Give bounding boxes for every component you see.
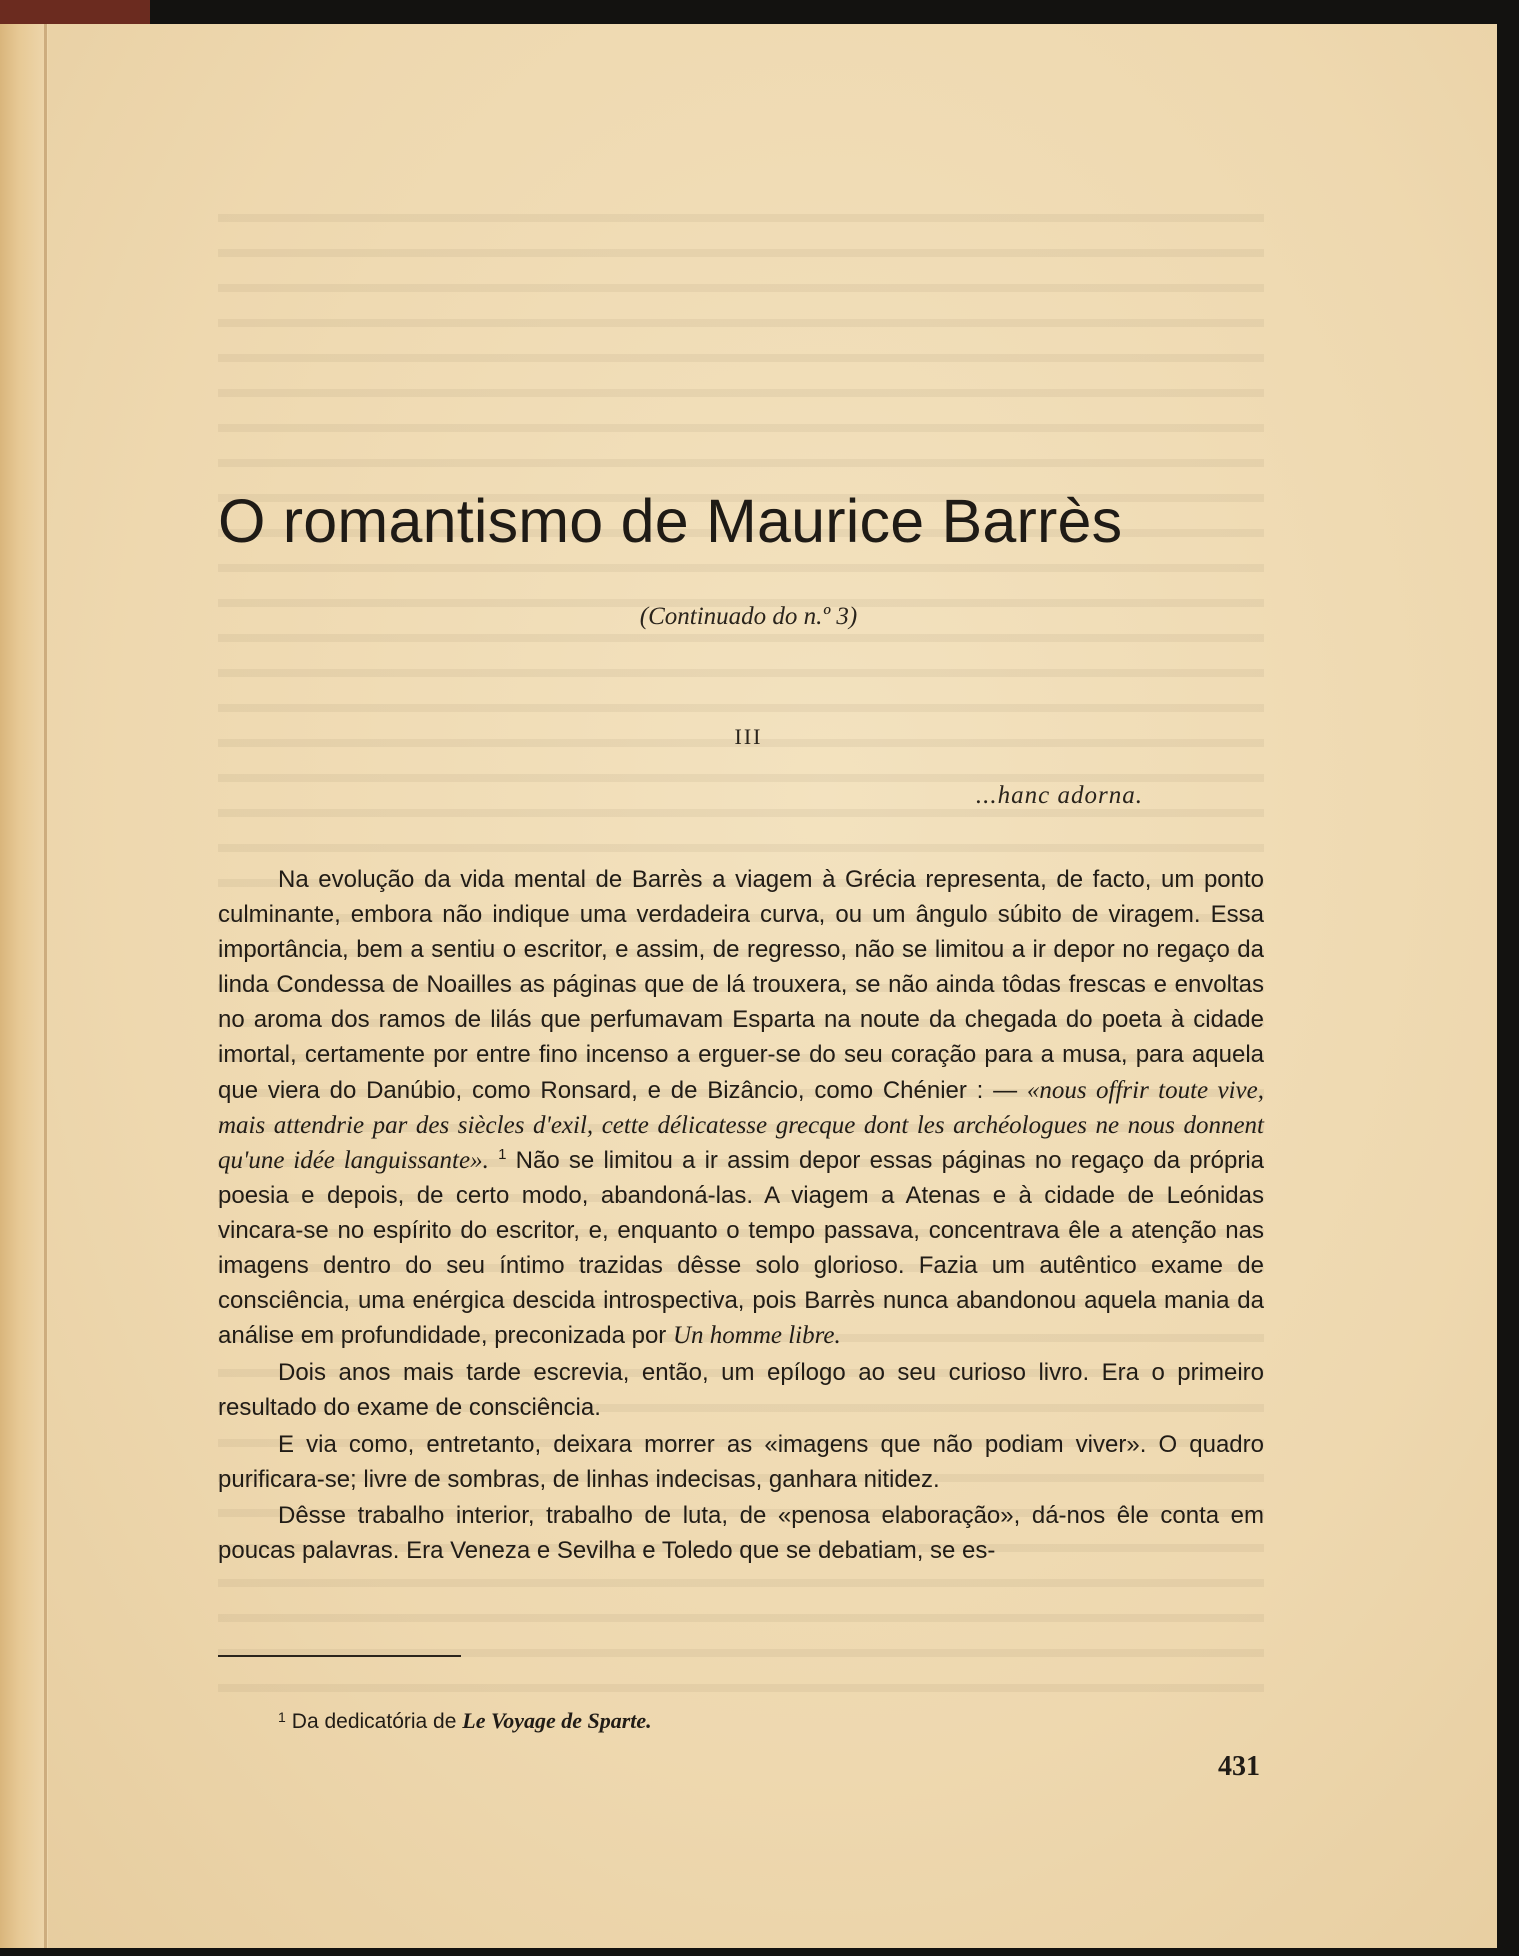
- book-page: [0, 24, 1497, 1948]
- footnote-text: Da dedicatória de: [291, 1710, 463, 1733]
- epigraph: ...hanc adorna.: [975, 782, 1143, 809]
- footnote-reference[interactable]: 1: [498, 1145, 507, 1163]
- paragraph-3: E via como, entretanto, deixara morrer as «imagens que não podiam viver». O quadro purificara-se; livre de sombras, de linhas indecisas, ganhara nitidez.: [218, 1430, 1264, 1493]
- page-number: 431: [1218, 1751, 1260, 1782]
- gutter-fold: [44, 24, 47, 1948]
- paragraph-1-text-b: Não se limitou a ir assim depor essas páginas no regaço da própria poesia e depois, de certo modo, abandoná-las. A viagem a Atenas e à cidade de Leónidas vincara-se no espírito do escritor, e, enquanto o tempo passava, concentrava êle a atenção nas imagens dentro do seu íntimo trazidas dêsse solo glorioso. Fazia um autêntico exame de consciência, uma enérgica descida introspectiva, pois Barrès nunca abandonou aquela mania da análise em profundidade, preconizada por: [218, 1146, 1265, 1350]
- paragraph-1: [218, 862, 1264, 1353]
- binding-edge: [0, 0, 150, 24]
- article-subtitle: (Continuado do n.º 3): [639, 603, 858, 630]
- paragraph-1-text-a: Na evolução da vida mental de Barrès a viagem à Grécia representa, de facto, um ponto culminante, embora não indique uma verdadeira curva, ou um ângulo súbito de viragem. Essa importância, bem a sentiu o escritor, e assim, de regresso, não se limitou a ir depor no regaço da linda Condessa de Noailles as páginas que de lá trouxera, se não ainda tôdas frescas e envoltas no aroma dos ramos de lilás que perfumavam Esparta na noute da chegada do poeta à cidade imortal, certamente por entre fino incenso a erguer-se do seu coração para a musa, para aquela que viera do Danúbio, como Ronsard, e de Bizâncio, como Chénier : —: [218, 866, 1264, 1104]
- paragraph-4: Dêsse trabalho interior, trabalho de luta, de «penosa elaboração», dá-nos êle conta em poucas palavras. Era Veneza e Sevilha e Toledo que se debatiam, se es-: [218, 1502, 1264, 1565]
- footnote-divider: [218, 1655, 461, 1657]
- article-title: O romantismo de Maurice Barrès: [218, 487, 1123, 555]
- article-body: [218, 862, 1264, 1570]
- paragraph-2: Dois anos mais tarde escrevia, então, um epílogo ao seu curioso livro. Era o primeiro resultado do exame de consciência.: [218, 1358, 1264, 1421]
- book-title-reference: Un homme libre.: [672, 1322, 841, 1350]
- footnote-marker: 1: [278, 1709, 286, 1725]
- footnote-book-title: Le Voyage de Sparte.: [462, 1708, 652, 1733]
- section-number: III: [734, 724, 763, 749]
- french-quote: «nous offrir toute vive, mais attendrie par des siècles d'exil, cette délicatesse grecque dont les archéologues ne nous donnent qu'une idée languissante».: [218, 1076, 1264, 1174]
- page-gutter: [0, 24, 48, 1948]
- footnote: [278, 1708, 652, 1734]
